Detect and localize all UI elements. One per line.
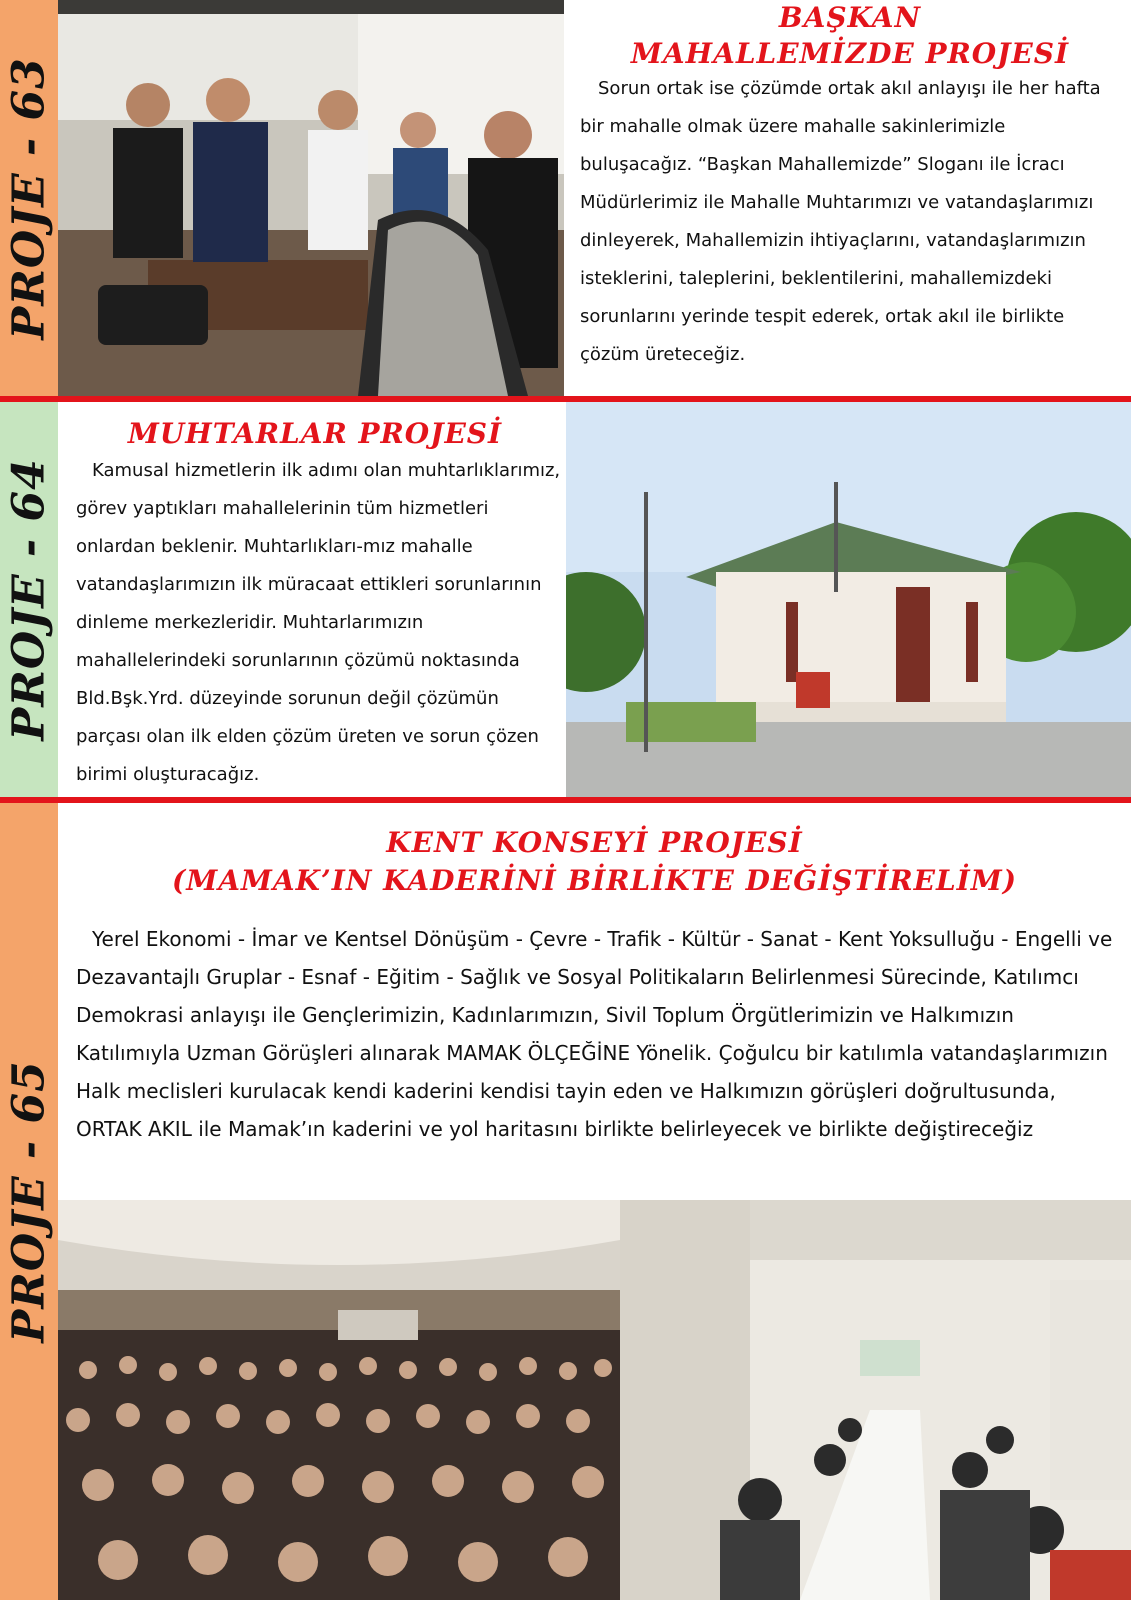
- proje-64-title-line-1: MUHTARLAR PROJESİ: [127, 417, 503, 450]
- proje-64-band: [0, 402, 58, 797]
- proje-65-band: [0, 803, 58, 1600]
- proje-64-text: Kamusal hizmetlerin ilk adımı olan muhtarlıklarımız, görev yaptıkları mahallelerinin tüm hizmetleri onlardan beklenir. Muhtarlıkları-mız mahalle vatandaşlarımızın ilk müracaat ettikleri sorunlarının dinleme merkezleridir. Muhtarlarımızın mahallelerindeki sorunlarının çözümü noktasında Bld.Bşk.Yrd. düzeyinde sorunun değil çözümün parçası olan ilk elden çözüm üreten ve sorun çözen birimi oluşturacağız.: [76, 460, 561, 785]
- proje-63-text: Sorun ortak ise çözümde ortak akıl anlayışı ile her hafta bir mahalle olmak üzere mahalle sakinlerimizle buluşacağız. “Başkan Mahallemizde” Sloganı ile İcracı Müdürlerimiz ile Mahalle Muhtarımızı ve vatandaşlarımızı dinleyerek, Mahallemizin ihtiyaçlarını, vatandaşlarımızın isteklerini, taleplerini, beklentilerini, mahallemizdeki sorunlarını yerinde tespit ederek, ortak akıl ile birlikte çözüm üreteceğiz.: [580, 78, 1101, 365]
- muhtarlik-building-photo: [566, 402, 1131, 797]
- proje-65-label: PROJE - 65: [3, 1060, 55, 1343]
- proje-63-title-line-1: BAŞKAN: [778, 1, 922, 34]
- council-meeting-photo: [620, 1200, 1131, 1600]
- proje-65-title: [58, 824, 1131, 900]
- proje-63-title: [580, 0, 1120, 72]
- auditorium-crowd-photo: [58, 1200, 620, 1600]
- proje-63-label: PROJE - 63: [3, 56, 55, 340]
- divider-64-65: [0, 797, 1131, 803]
- proje-63-title-line-2: MAHALLEMİZDE PROJESİ: [630, 37, 1070, 70]
- meeting-photo-cafe: [58, 0, 564, 396]
- proje-65-title-line-1: KENT KONSEYİ PROJESİ: [386, 826, 803, 859]
- proje-65-title-line-2: (MAMAK’IN KADERİNİ BİRLİKTE DEĞİŞTİRELİM): [171, 864, 1018, 897]
- proje-63-band: [0, 0, 58, 396]
- proje-64-title: [70, 416, 560, 452]
- proje-64-label: PROJE - 64: [3, 458, 55, 741]
- proje-65-text: Yerel Ekonomi - İmar ve Kentsel Dönüşüm - Çevre - Trafik - Kültür - Sanat - Kent Yoksulluğu - Engelli ve Dezavantajlı Gruplar - Esnaf - Eğitim - Sağlık ve Sosyal Politikaların Belirlenmesi Sürecinde, Katılımcı Demokrasi anlayışı ile Gençlerimizin, Kadınlarımızın, Sivil Toplum Örgütlerimizin ve Halkımızın Katılımıyla Uzman Görüşleri alınarak MAMAK ÖLÇEĞİNE Yönelik. Çoğulcu bir katılımla vatandaşlarımızın Halk meclisleri kurulacak kendi kaderini kendisi tayin eden ve Halkımızın görüşleri doğrultusunda, ORTAK AKIL ile Mamak’ın kaderini ve yol haritasını birlikte belirleyecek ve birlikte değiştireceğiz: [76, 927, 1113, 1141]
